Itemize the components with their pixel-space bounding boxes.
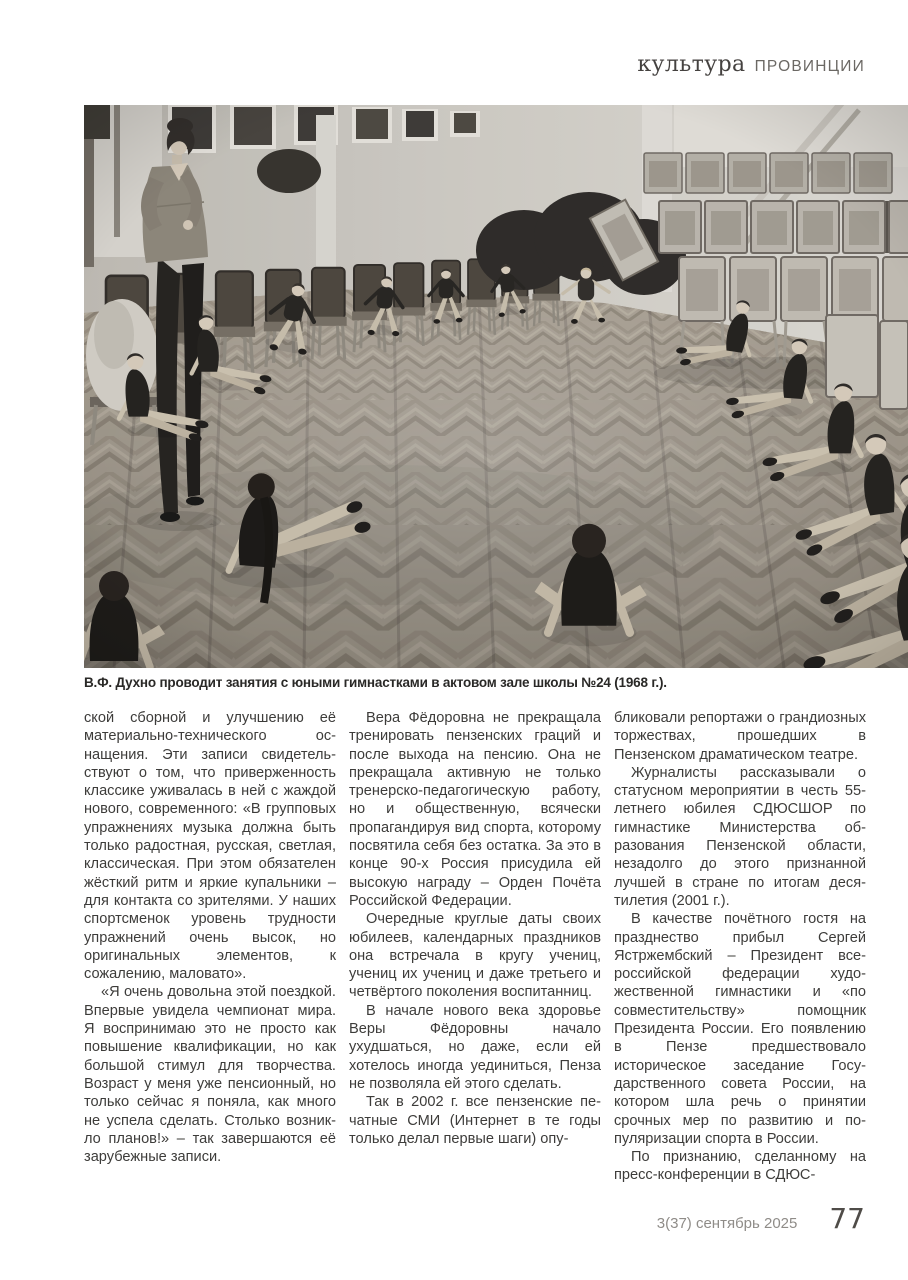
paragraph: «Я очень довольна этой поездкой. Впервые увидела чемпионат мира. Я воспринимаю это не просто как повышение квалификации, но как большой стимул для творчества. Возраст у меня уже пенсионный, но только сейчас я поняла, как много не успела сделать. Столько возникло планов!» – так завершаются её зарубежные записи.: [84, 984, 336, 1166]
magazine-section-label: ПРОВИНЦИИ: [754, 58, 865, 75]
paragraph: В качестве почётного гостя на празднество прибыл Сергей Ястржембский – Президент всероссийской федерации художественной гимнастики и «по совместительству» помощник Президента России. Его появлению в Пензе предшествовало историческое заседание Государственного совета России, на котором шла речь о принятии срочных мер по развитию и популяризации спорта в России.: [614, 911, 866, 1147]
article-photo: [84, 105, 908, 668]
paragraph: Так в 2002 г. все пензенские печатные СМИ (Интернет в те годы только делал первые шаги) опу-: [349, 1094, 601, 1147]
text-column-1: [84, 709, 336, 1185]
magazine-title: культура: [637, 52, 746, 77]
paragraph: бликовали репортажи о грандиозных торжествах, прошедших в Пензенском драматическом театре.: [614, 710, 866, 763]
photo-vignette: [84, 105, 908, 668]
issue-label: 3(37) сентябрь 2025: [656, 1215, 798, 1232]
text-column-3: [614, 709, 866, 1185]
bw-photo-illustration: [84, 105, 908, 668]
page-number: 77: [829, 1202, 865, 1235]
text-column-2: [349, 709, 601, 1185]
paragraph: Журналисты рассказывали о статусном мероприятии в честь 55-летнего юбилея СДЮСШОР по гимнастике Министерства образования Пензенской области, незадолго до этого признанной лучшей в стране по итогам десятилетия (2001 г.).: [614, 764, 866, 909]
paragraph: ской сборной и улучшению её материально-технического оснащения. Эти записи свидетельствуют о том, что приверженность классике уживалась в ней с жаждой нового, современного: «В групповых упражнениях музыка должна быть только радостная, русская, светлая, классическая. При этом обязателен жёсткий ритм и яркие купальники – для контакта со зрителями. У наших спортсменок уровень трудности упражнений очень высок, но оригинальных элементов, к сожалению, маловато».: [84, 710, 336, 983]
paragraph: Очередные круглые даты своих юбилеев, календарных праздников она встречала в кругу учениц, учениц их учениц и даже третьего и четвёртого поколения воспитанниц.: [349, 911, 601, 1001]
paragraph: Вера Фёдоровна не прекращала тренировать пензенских граций и после выхода на пенсию. Она не прекращала активную не только тренерско-педагогическую работу, но и общественную, всячески пропагандируя вид спорта, которому посвятила себя без остатка. За это в конце 90-х Россия присудила ей высокую награду – Орден Почёта Российской Федерации.: [349, 710, 601, 909]
article-body: [84, 709, 866, 1185]
page-header: [637, 52, 865, 77]
photo-caption: В.Ф. Духно проводит занятия с юными гимнастками в актовом зале школы №24 (1968 г.).: [84, 675, 667, 690]
paragraph: По признанию, сделанному на пресс-конференции в СДЮС-: [614, 1149, 866, 1184]
paragraph: В начале нового века здоровье Веры Фёдоровны начало ухудшаться, но даже, если ей хотелось иногда уединиться, Пенза не позволяла ей этого сделать.: [349, 1002, 601, 1092]
page-footer: [657, 1202, 865, 1235]
